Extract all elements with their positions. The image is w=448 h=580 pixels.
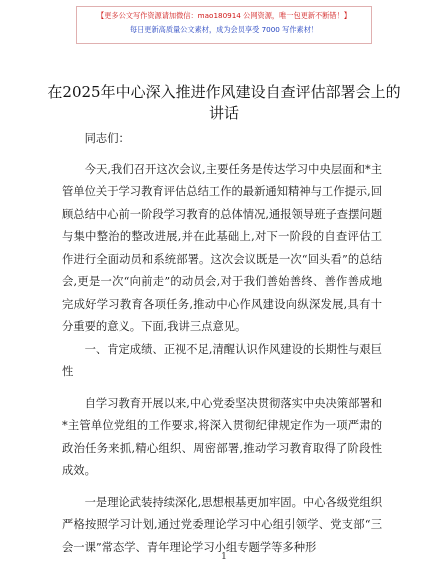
page-number: 1: [221, 552, 227, 562]
greeting: 同志们：: [84, 132, 130, 145]
paragraph-achievements: 自学习教育开展以来,中心党委坚决贯彻落实中央决策部署和*主管单位党组的工作要求,将深入贯彻纪律规定作为一项严肃的政治任务来抓,精心组织、周密部署,推动学习教育取得了阶段性成效。: [62, 396, 382, 477]
promo-banner-line-1: 【更多公文写作资源请加微信：mao180914 公网资源，唯一包更新不断错！】: [97, 11, 351, 20]
document-title: 在2025年中心深入推进作风建设自查评估部署会上的讲话: [47, 83, 401, 122]
promo-banner-line-2: 每日更新高质量公文素材，成为会员享受 7000 写作素材！: [129, 25, 319, 34]
paragraph-intro: 今天,我们召开这次会议,主要任务是传达学习中央层面和*主管单位关于学习教育评估总结工作的最新通知精神与工作提示,回顾总结中心前一阶段学习教育的总体情况,通报领导班子查摆问题与集中整治的整改进展,并在此基础上,对下一阶段的自查评估工作进行全面动员和系统部署。这次会议既是一次“回头看”的总结会,更是一次“向前走”的动员会,对于我们善始善终、善作善成地完成好学习教育各项任务,推动中心作风建设向纵深发展,具有十分重要的意义。下面,我讲三点意见。: [62, 162, 382, 333]
section-heading-1: 一、肯定成绩、正视不足,清醒认识作风建设的长期性与艰巨性: [62, 342, 382, 378]
paragraph-theory: 一是理论武装持续深化,思想根基更加牢固。中心各级党组织严格按照学习计划,通过党委理论学习中心组引领学、党支部“三会一课”常态学、青年理论学习小组专题学等多种形: [62, 495, 382, 554]
promo-banner: [76, 6, 372, 44]
document-body: [62, 128, 382, 559]
